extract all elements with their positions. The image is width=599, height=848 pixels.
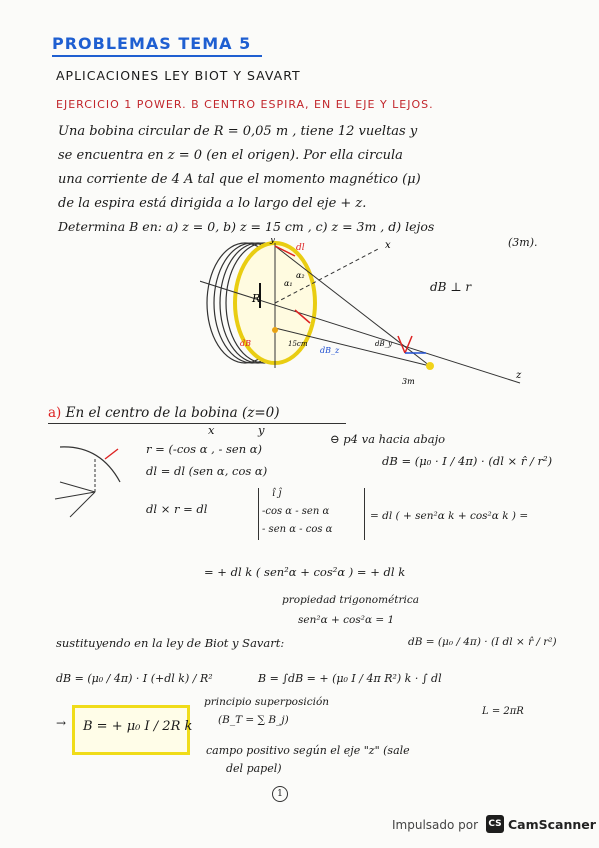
fig-label-3m: 3m [402,377,415,386]
coil-diagram [200,238,530,398]
fig-label-z: z [516,370,522,381]
cross-product: dl × r = dl [146,502,208,516]
problem-line: se encuentra en z = 0 (en el origen). Por ella circula [58,148,403,163]
result-formula: B = + μ₀ I / 2R k [83,719,193,734]
determinant-row: - sen α - cos α [262,524,333,535]
camscanner-name: CamScanner [508,816,596,832]
powered-by: Impulsado por [392,818,479,832]
substitution-text: sustituyendo en la ley de Biot y Savart: [56,636,285,650]
result-box [72,705,193,755]
problem-line: Una bobina circular de R = 0,05 m , tiene 12 vueltas y [58,124,418,139]
fig-label-R: R [252,292,261,305]
fig-label-a2: α₂ [296,271,305,280]
page-subtitle: APLICACIONES LEY BIOT Y SAVART [56,68,301,83]
superposition-formula: (B_T = ∑ B_j) [218,714,289,726]
problem-line: de la espira está dirigida a lo largo del eje + z. [58,196,367,211]
fig-label-y: y [270,238,276,245]
determinant-bar-right [364,488,365,540]
perpendicular-note: dB ⊥ r [430,280,472,294]
problem-line: (3m). [508,236,538,249]
superposition-label: principio superposición [204,696,330,708]
r-vector: r = (-cos α , - sen α) [146,442,263,456]
problem-line: Determina B en: a) z = 0, b) z = 15 cm , c) z = 3m , d) lejos [58,219,435,234]
determinant-row: î ĵ [272,488,282,499]
angle-sketch [40,437,140,527]
section-underline [48,423,346,424]
column-x: x [208,423,215,437]
trig-identity: sen²α + cos²α = 1 [298,614,395,626]
determinant-result: = dl ( + sen²α k + cos²α k ) = [370,510,529,522]
exercise-heading: EJERCICIO 1 POWER. B CENTRO ESPIRA, EN EL EJE Y LEJOS. [56,98,434,111]
result-simplified: = + dl k ( sen²α + cos²α ) = + dl k [204,565,406,579]
column-y: y [258,423,265,437]
dl-vector: dl = dl (sen α, cos α) [146,464,268,478]
section-letter: a) [48,405,62,421]
fig-label-x: x [385,240,391,251]
fig-label-dl: dl [296,243,305,253]
arrow-mark: → [56,716,67,730]
determinant-bar-left [258,488,259,540]
camscanner-logo: CS [486,815,504,833]
note-down: ⊖ p4 va hacia abajo [330,432,446,446]
title-underline [52,55,262,57]
substitution-formula: dB = (μ₀ / 4π) · (I dl × r̂ / r²) [408,636,557,648]
page-title: PROBLEMAS TEMA 5 [52,34,252,53]
fig-label-dBy: dB_y [375,340,393,348]
fig-label-a1: α₁ [284,279,293,288]
fig-label-dB: dB [240,339,251,348]
section-a-heading [48,405,280,421]
length-label: L = 2πR [482,706,524,717]
trig-property: propiedad trigonométrica [282,594,420,606]
equation-1: dB = (μ₀ / 4π) · I (+dl k) / R² [56,672,213,685]
camscanner-brand [486,814,596,834]
biot-formula: dB = (μ₀ · I / 4π) · (dl × r̂ / r²) [382,454,553,468]
section-text: En el centro de la bobina (z=0) [65,405,280,421]
page-number: 1 [272,786,288,802]
determinant-row: -cos α - sen α [262,506,330,517]
campo-text: del papel) [226,762,282,775]
fig-label-15cm: 15cm [288,340,308,348]
campo-text: campo positivo según el eje "z" (sale [206,744,410,757]
problem-line: una corriente de 4 A tal que el momento magnético (μ) [58,172,421,187]
equation-2: B = ∫dB = + (μ₀ I / 4π R²) k · ∫ dl [258,672,442,685]
fig-label-dBz: dB_z [320,346,340,355]
